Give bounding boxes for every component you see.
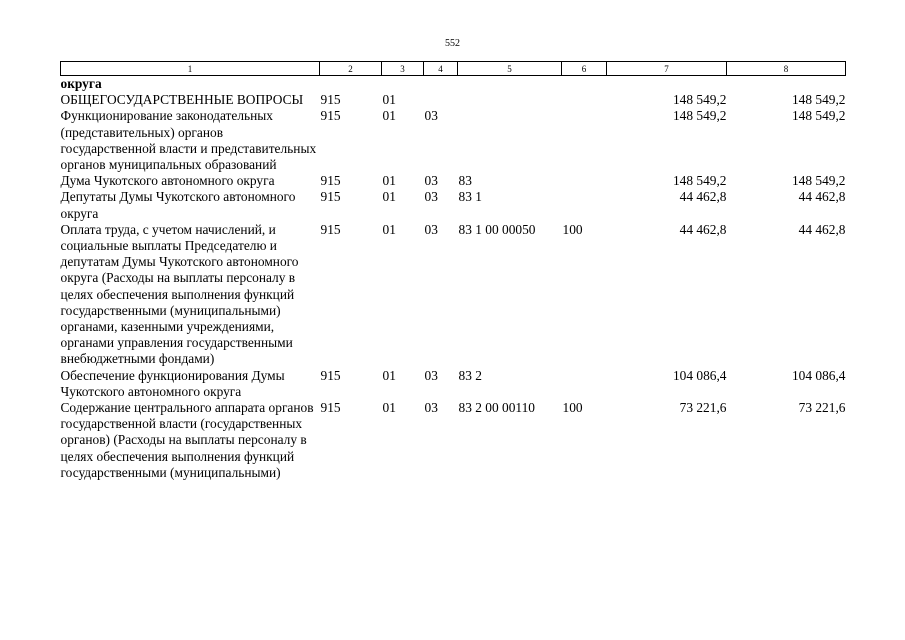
- ministry-code: 915: [320, 367, 341, 383]
- section-code: 01: [382, 189, 396, 205]
- amount-col-8: [727, 76, 846, 93]
- amount-col-8: 73 221,6: [798, 400, 846, 416]
- table-row: [61, 173, 846, 189]
- amount-col-8: 44 462,8: [798, 221, 846, 237]
- section-code: [382, 76, 424, 93]
- amount-col-7: 148 549,2: [672, 92, 727, 108]
- column-number: 2: [320, 62, 382, 76]
- table-header: [61, 62, 846, 76]
- expense-type-code: [562, 92, 607, 108]
- section-code: 01: [382, 108, 396, 124]
- expense-type-code: [562, 108, 607, 173]
- expense-name: Содержание центрального аппарата органов государственной власти (государственных органов) (Расходы на выплаты персоналу в целях обеспечения выполнения функций государственными (муниципальными): [60, 400, 314, 480]
- section-code: 01: [382, 173, 396, 189]
- expense-type-code: [562, 189, 607, 221]
- column-number: 3: [382, 62, 424, 76]
- subsection-code: 03: [424, 400, 438, 416]
- amount-col-8: 104 086,4: [791, 367, 846, 383]
- subsection-code: [424, 92, 458, 108]
- expense-name: Оплата труда, с учетом начислений, и социальные выплаты Председателю и депутатам Думы Чукотского автономного округа (Расходы на выплаты персоналу в целях обеспечения выполнения функций государственными (муниципальными) органами, казенными учреждениями, органами управления государственными внебюджетными фондами): [60, 221, 299, 367]
- table-body: [61, 76, 846, 482]
- table-row: [61, 76, 846, 93]
- target-article-code: 83 2 00 00110: [458, 400, 535, 416]
- expense-type-code: [562, 173, 607, 189]
- ministry-code: [320, 76, 382, 93]
- expense-type-code: [562, 368, 607, 400]
- amount-col-7: 73 221,6: [679, 400, 727, 416]
- amount-col-8: 148 549,2: [791, 173, 846, 189]
- section-code: 01: [382, 367, 396, 383]
- amount-col-7: 148 549,2: [672, 173, 727, 189]
- subsection-code: 03: [424, 221, 438, 237]
- section-code: 01: [382, 400, 396, 416]
- amount-col-8: 44 462,8: [798, 189, 846, 205]
- target-article-code: [458, 92, 562, 108]
- amount-col-7: 104 086,4: [672, 367, 727, 383]
- subsection-code: [424, 76, 458, 93]
- expense-type-code: 100: [562, 221, 583, 237]
- ministry-code: 915: [320, 189, 341, 205]
- ministry-code: 915: [320, 173, 341, 189]
- expense-type-code: [562, 76, 607, 93]
- amount-col-7: 44 462,8: [679, 189, 727, 205]
- expense-name: ОБЩЕГОСУДАРСТВЕННЫЕ ВОПРОСЫ: [60, 92, 304, 108]
- table-row: [61, 368, 846, 400]
- subsection-code: 03: [424, 367, 438, 383]
- target-article-code: 83 1: [458, 189, 482, 205]
- expense-type-code: 100: [562, 400, 583, 416]
- amount-col-7: 148 549,2: [672, 108, 727, 124]
- expense-name: Депутаты Думы Чукотского автономного округа: [60, 189, 296, 221]
- ministry-code: 915: [320, 92, 341, 108]
- amount-col-7: 44 462,8: [679, 221, 727, 237]
- page-number: 552: [445, 38, 460, 49]
- table-row: [61, 189, 846, 221]
- column-number: 1: [61, 62, 320, 76]
- section-code: 01: [382, 221, 396, 237]
- expense-name: Дума Чукотского автономного округа: [60, 173, 275, 189]
- amount-col-8: 148 549,2: [791, 92, 846, 108]
- target-article-code: 83 2: [458, 367, 482, 383]
- column-number: 7: [607, 62, 727, 76]
- column-number: 6: [562, 62, 607, 76]
- column-number: 5: [458, 62, 562, 76]
- ministry-code: 915: [320, 108, 341, 124]
- expense-name: Обеспечение функционирования Думы Чукотского автономного округа: [60, 367, 285, 399]
- subsection-code: 03: [424, 108, 438, 124]
- amount-col-7: [607, 76, 727, 93]
- table-row: [61, 92, 846, 108]
- subsection-code: 03: [424, 189, 438, 205]
- amount-col-8: 148 549,2: [791, 108, 846, 124]
- column-number: 4: [424, 62, 458, 76]
- section-code: 01: [382, 92, 396, 108]
- target-article-code: 83 1 00 00050: [458, 221, 536, 237]
- table-row: [61, 108, 846, 173]
- target-article-code: [458, 76, 562, 93]
- table-row: [61, 400, 846, 481]
- budget-table: [60, 61, 846, 481]
- expense-name: округа: [60, 76, 102, 91]
- ministry-code: 915: [320, 400, 341, 416]
- ministry-code: 915: [320, 221, 341, 237]
- expense-name: Функционирование законодательных (представительных) органов государственной власти и представительных органов муниципальных образований: [60, 108, 317, 173]
- target-article-code: [458, 108, 562, 173]
- table-row: [61, 222, 846, 368]
- column-number-row: [61, 62, 846, 76]
- subsection-code: 03: [424, 173, 438, 189]
- column-number: 8: [727, 62, 846, 76]
- target-article-code: 83: [458, 173, 472, 189]
